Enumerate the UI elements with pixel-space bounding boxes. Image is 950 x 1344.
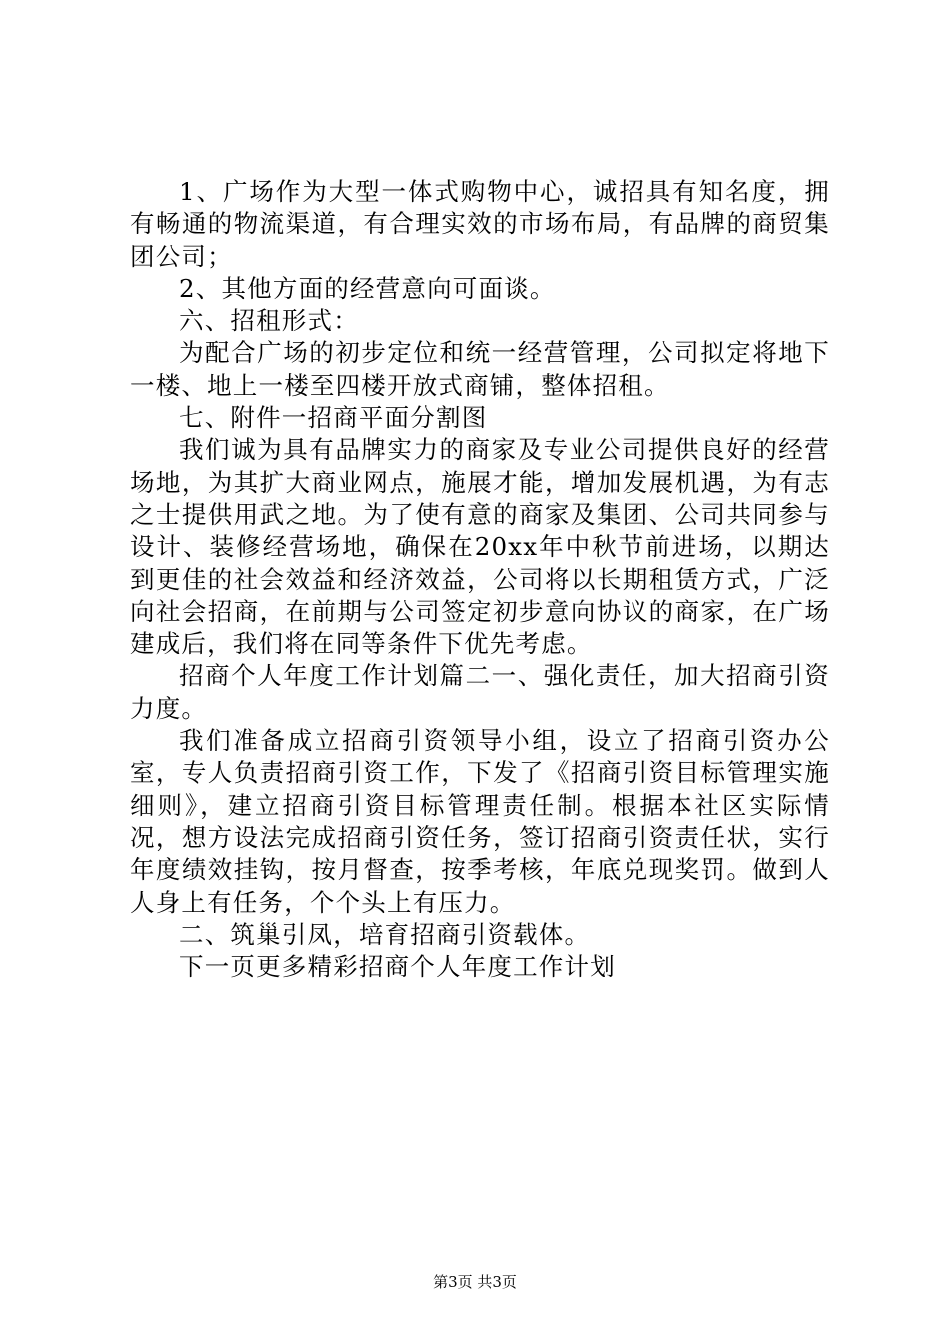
paragraph-6: 我们准备成立招商引资领导小组，设立了招商引资办公室，专人负责招商引资工作，下发了《招商引资目标管理实施细则》，建立招商引资目标管理责任制。根据本社区实际情况，想方设法完成招商引资任务，签订招商引资责任状，实行年度绩效挂钩，按月督查，按季考核，年底兑现奖罚。做到人人身上有任务，个个头上有压力。 — [130, 726, 830, 917]
document-body — [130, 176, 830, 983]
paragraph-3: 为配合广场的初步定位和统一经营管理，公司拟定将地下一楼、地上一楼至四楼开放式商铺，整体招租。 — [130, 338, 830, 400]
next-page-note: 下一页更多精彩招商个人年度工作计划 — [179, 952, 616, 982]
paragraph-5: 招商个人年度工作计划篇二一、强化责任，加大招商引资力度。 — [130, 661, 830, 723]
page-footer: 第3页 共3页 — [433, 1273, 517, 1291]
section-heading-attachment: 七、附件一招商平面分割图 — [179, 403, 488, 433]
paragraph-4: 我们诚为具有品牌实力的商家及专业公司提供良好的经营场地，为其扩大商业网点，施展才能，增加发展机遇，为有志之士提供用武之地。为了使有意的商家及集团、公司共同参与设计、装修经营场地，确保在20xx年中秋节前进场，以期达到更佳的社会效益和经济效益，公司将以长期租赁方式，广泛向社会招商，在前期与公司签定初步意向协议的商家，在广场建成后，我们将在同等条件下优先考虑。 — [130, 435, 830, 659]
section-heading-rental-form: 六、招租形式： — [179, 306, 359, 336]
paragraph-1: 1、广场作为大型一体式购物中心，诚招具有知名度，拥有畅通的物流渠道，有合理实效的市场布局，有品牌的商贸集团公司； — [130, 177, 830, 271]
paragraph-2: 2、其他方面的经营意向可面谈。 — [179, 273, 556, 303]
section-heading-carrier: 二、筑巢引凤，培育招商引资载体。 — [179, 919, 591, 949]
